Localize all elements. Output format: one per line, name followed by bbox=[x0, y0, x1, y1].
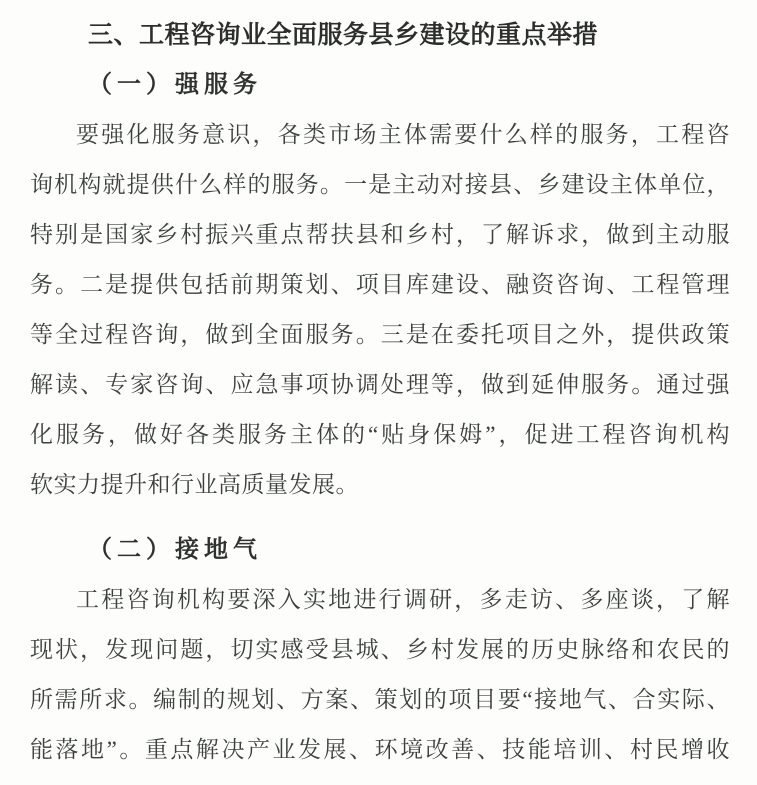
section-1-heading: （一）强服务 bbox=[88, 71, 262, 98]
text-line: 工程咨询机构要深入实地进行调研，多走访、多座谈，了解 bbox=[76, 587, 730, 612]
text-line: 询机构就提供什么样的服务。一是主动对接县、乡建设主体单位， bbox=[30, 172, 730, 197]
page-title: 三、工程咨询业全面服务县乡建设的重点举措 bbox=[88, 21, 599, 49]
text-line: 务。二是提供包括前期策划、项目库建设、融资咨询、工程管理 bbox=[30, 272, 730, 297]
text-line: 解读、专家咨询、应急事项协调处理等，做到延伸服务。通过强 bbox=[30, 372, 730, 397]
text-line: 要强化服务意识，各类市场主体需要什么样的服务，工程咨 bbox=[76, 122, 730, 147]
text-line: 能落地”。重点解决产业发展、环境改善、技能培训、村民增收 bbox=[30, 737, 730, 762]
text-line: 现状，发现问题，切实感受县城、乡村发展的历史脉络和农民的 bbox=[30, 637, 730, 662]
section-2-paragraph bbox=[30, 575, 730, 775]
section-1-paragraph bbox=[30, 110, 730, 510]
text-line: 所需所求。编制的规划、方案、策划的项目要“接地气、合实际、 bbox=[30, 687, 730, 712]
text-line: 软实力提升和行业高质量发展。 bbox=[30, 472, 359, 497]
text-line: 等全过程咨询，做到全面服务。三是在委托项目之外，提供政策 bbox=[30, 322, 730, 347]
section-2-heading: （二）接地气 bbox=[88, 536, 262, 563]
text-line: 化服务，做好各类服务主体的“贴身保姆”，促进工程咨询机构 bbox=[30, 422, 730, 447]
text-line: 特别是国家乡村振兴重点帮扶县和乡村，了解诉求，做到主动服 bbox=[30, 222, 730, 247]
